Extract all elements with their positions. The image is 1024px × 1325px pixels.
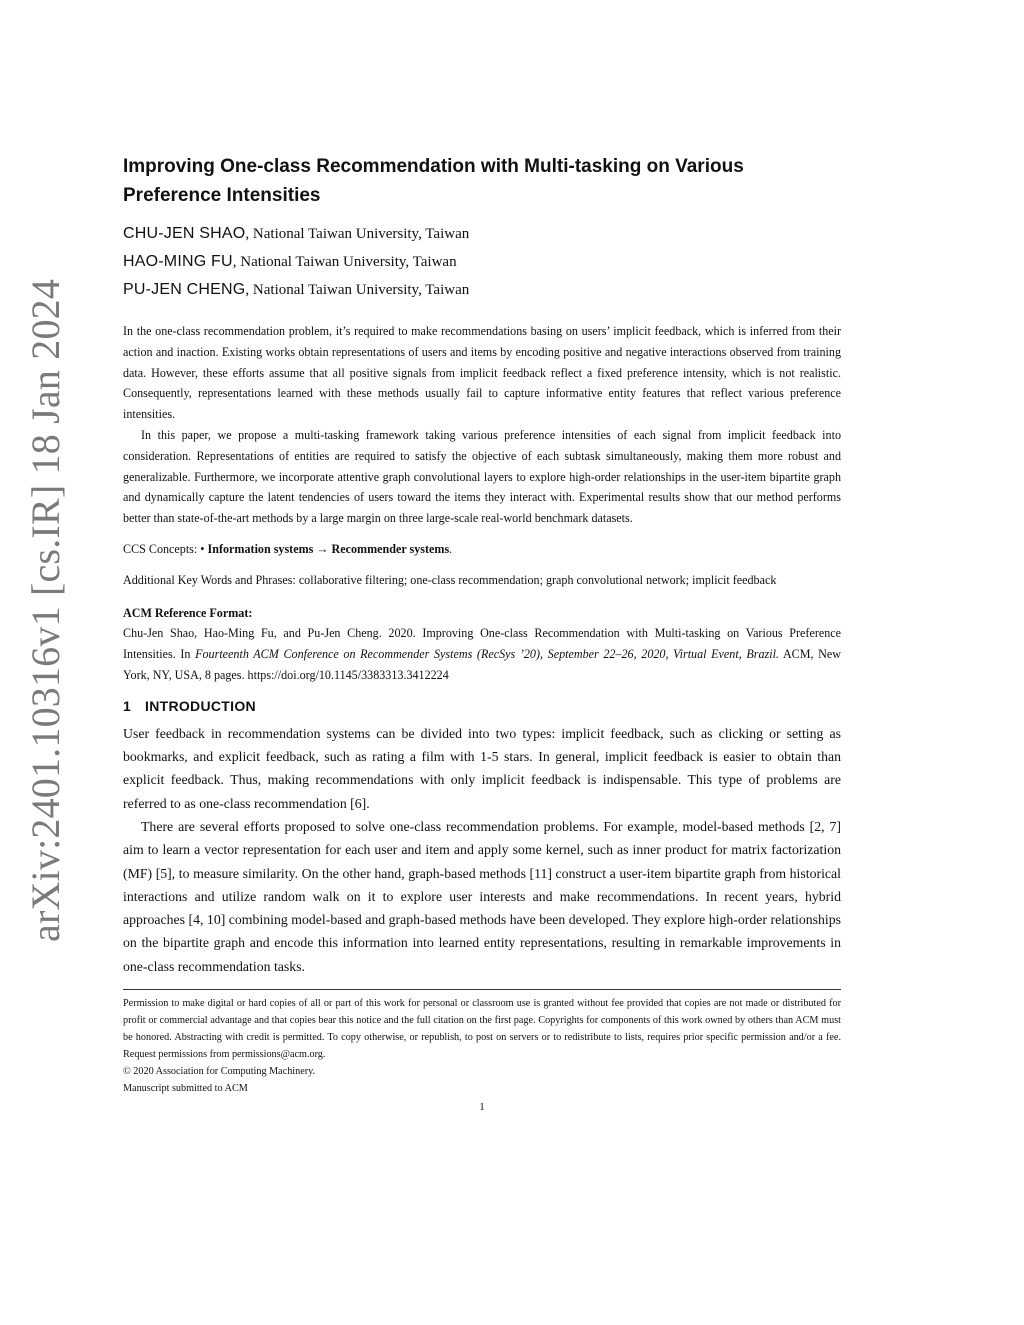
intro-paragraph: There are several efforts proposed to solve one-class recommendation problems. For example, model-based methods [2, 7] aim to learn a vector representation for each user and item and apply some kernel, such as inner product for matrix factorization (MF) [5], to measure similarity. On the other hand, graph-based methods [11] construct a user-item bipartite graph from historical interactions and utilize random walk on it to explore user interests and make recommendations. In recent years, hybrid approaches [4, 10] combining model-based and graph-based methods have been developed. They explore high-order relationships on the bipartite graph and encode this information into learned entity representations, resulting in remarkable improvements in one-class recommendation tasks.	[123, 818, 841, 974]
author-list	[123, 220, 841, 304]
section-title-text: INTRODUCTION	[145, 697, 256, 714]
intro-paragraph: User feedback in recommendation systems can be divided into two types: implicit feedback, such as clicking or setting as bookmarks, and explicit feedback, such as rating a film with 1-5 stars. In general, implicit feedback is easier to obtain than explicit feedback. Thus, making recommendations with only implicit feedback is indispensable. This type of problems are referred to as one-class recommendation [6].	[123, 725, 841, 811]
author-entry	[123, 220, 841, 248]
footnote-divider	[123, 989, 841, 990]
arxiv-id-text: arXiv:2401.10316v1 [cs.IR] 18 Jan 2024	[23, 278, 68, 942]
copyright-notice: © 2020 Association for Computing Machinery.	[123, 1066, 316, 1078]
reference-venue: Fourteenth ACM Conference on Recommender Systems (RecSys ’20), September 22–26, 2020, Virtual Event, Brazil.	[195, 647, 779, 662]
author-entry	[123, 248, 841, 276]
ccs-suffix: .	[449, 541, 453, 556]
reference-format-body	[123, 623, 841, 685]
reference-format-heading: ACM Reference Format:	[123, 605, 253, 620]
paper-page	[123, 152, 841, 1097]
section-number: 1	[123, 697, 132, 714]
page-number: 1	[479, 1101, 485, 1113]
introduction-body	[123, 722, 841, 978]
ccs-prefix: CCS Concepts: •	[123, 541, 208, 556]
author-entry	[123, 276, 841, 304]
reference-plain-start: Chu-Jen Shao, Hao-Ming Fu, and Pu-Jen Cheng. 2020. Improving One-class Recommendation with Multi-tasking on Various Preference Intensities. In	[123, 626, 841, 662]
permission-notice: Permission to make digital or hard copies of all or part of this work for personal or classroom use is granted without fee provided that copies are not made or distributed for profit or commercial advantage and that copies bear this notice and the full citation on the first page. Copyrights for components of this work owned by others than ACM must be honored. Abstracting with credit is permitted. To copy otherwise, or republish, to post on servers or to redistribute to lists, requires prior specific permission and/or a fee. Request permissions from permissions@acm.org.	[123, 998, 841, 1061]
reference-plain-end: ACM, New York, NY, USA, 8 pages. https://doi.org/10.1145/3383313.3412224	[123, 647, 842, 682]
footnote	[123, 995, 841, 1097]
abstract	[123, 321, 841, 529]
author-affiliation: , National Taiwan University, Taiwan	[245, 226, 470, 242]
author-affiliation: , National Taiwan University, Taiwan	[245, 282, 470, 298]
author-name: PU-JEN CHENG	[123, 281, 246, 298]
section-heading	[123, 695, 841, 717]
paper-title: Improving One-class Recommendation with Multi-tasking on Various Preference Intensities	[123, 156, 744, 206]
manuscript-note: Manuscript submitted to ACM	[123, 1083, 248, 1095]
author-affiliation: , National Taiwan University, Taiwan	[232, 254, 457, 270]
abstract-paragraph: In the one-class recommendation problem, it’s required to make recommendations basing on users’ implicit feedback, which is inferred from their action and inaction. Existing works obtain representations of users and items by encoding positive and negative interactions observed from training data. However, these efforts assume that all positive signals from implicit feedback reflect a fixed preference intensity, which is not realistic. Consequently, representations learned with these methods usually fail to capture informative entity features that reflect various preference intensities.	[123, 324, 841, 422]
author-name: CHU-JEN SHAO	[123, 225, 246, 242]
ccs-concept-bold: Information systems → Recommender systems	[207, 541, 450, 556]
keywords: Additional Key Words and Phrases: collaborative filtering; one-class recommendation; graph convolutional network; implicit feedback	[123, 572, 777, 587]
ccs-concepts	[123, 539, 841, 560]
abstract-paragraph: In this paper, we propose a multi-tasking framework taking various preference intensities of each signal from implicit feedback into consideration. Representations of entities are required to satisfy the objective of each subtask simultaneously, making them more robust and generalizable. Furthermore, we incorporate attentive graph convolutional layers to explore high-order relationships in the user-item bipartite graph and dynamically capture the latent tendencies of users toward the items they interact with. Experimental results show that our method performs better than state-of-the-art methods by a large margin on three large-scale real-world benchmark datasets.	[123, 427, 841, 526]
author-name: HAO-MING FU	[123, 253, 233, 270]
